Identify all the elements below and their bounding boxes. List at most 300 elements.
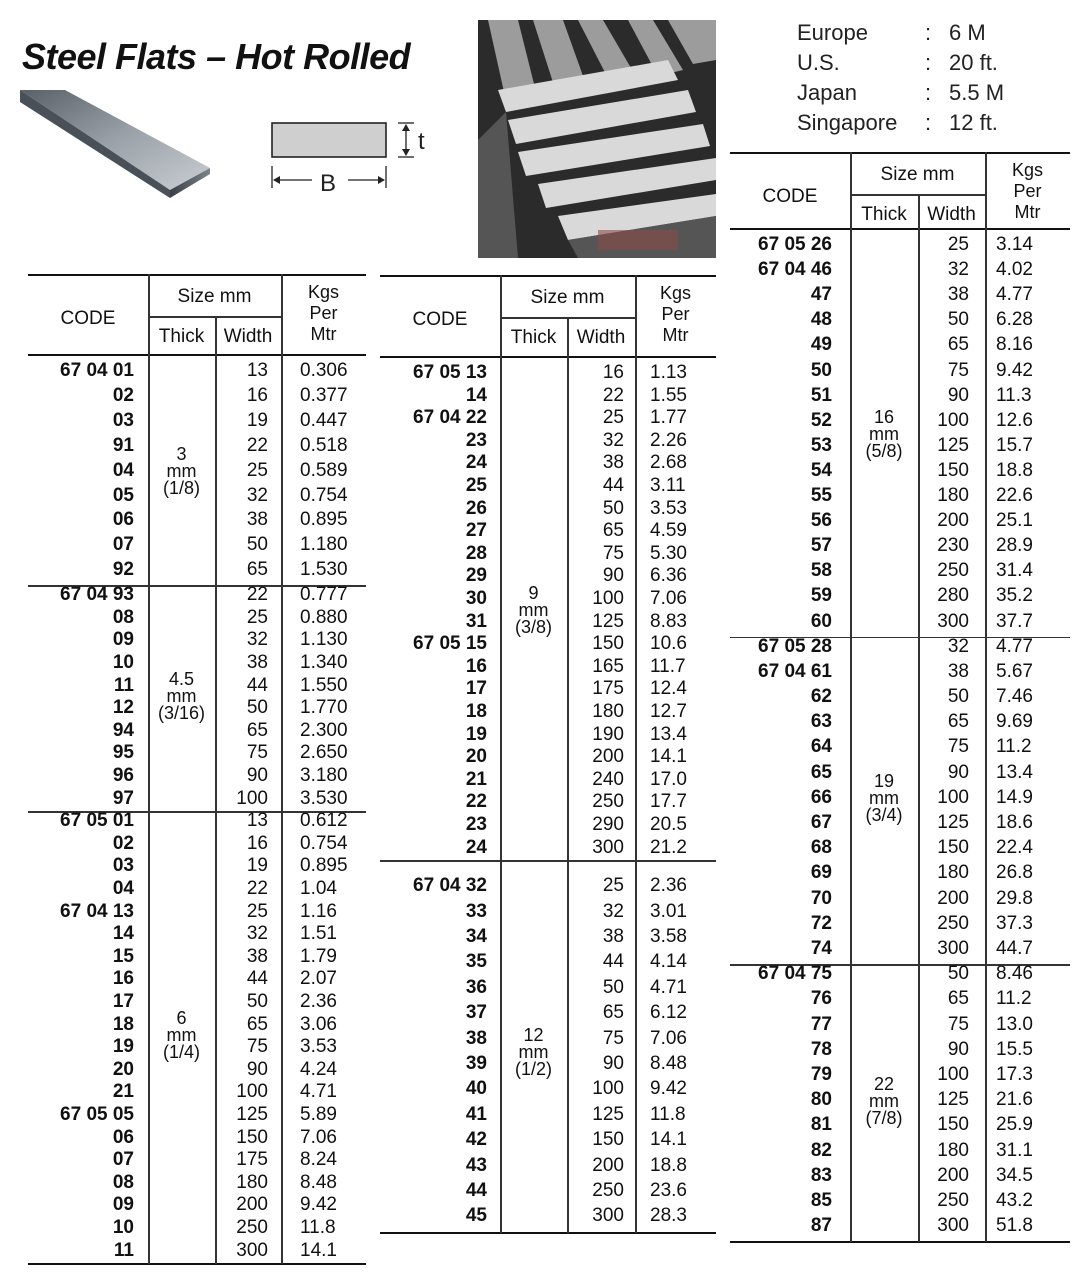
code-cell: 19 (112, 1036, 134, 1058)
code-cell: 95 (112, 742, 134, 764)
kgs-cell: 14.1 (650, 746, 687, 768)
thickness-value: 9 (528, 582, 539, 603)
size-header: Size mm (530, 287, 605, 308)
kgs-cell: 21.6 (996, 1089, 1033, 1111)
code-cell: 33 (465, 900, 487, 922)
code-cell: 63 (810, 711, 832, 733)
code-cell: 05 (112, 484, 134, 506)
kgs-cell: 17.3 (996, 1064, 1033, 1085)
thickness-unit: mm (518, 599, 549, 620)
code-cell: 18 (465, 701, 487, 722)
width-cell: 190 (592, 723, 624, 745)
kgs-cell: 11.2 (996, 988, 1032, 1010)
separator: : (925, 80, 932, 105)
kgs-header-line3: Mtr (662, 325, 689, 345)
thickness-inches: (7/8) (865, 1107, 903, 1128)
thickness-value: 19 (873, 771, 895, 792)
kgs-cell: 3.14 (996, 234, 1033, 255)
width-cell: 44 (246, 968, 268, 990)
width-cell: 180 (236, 1171, 268, 1193)
width-cell: 100 (937, 1064, 969, 1085)
width-cell: 150 (937, 837, 969, 859)
thickness-value: 3 (176, 444, 187, 465)
kgs-cell: 18.8 (996, 459, 1033, 481)
width-cell: 38 (602, 926, 624, 947)
kgs-cell: 15.5 (996, 1038, 1033, 1060)
thickness-inches: (3/4) (865, 805, 903, 826)
thickness-value: 6 (176, 1008, 187, 1029)
width-cell: 44 (246, 674, 268, 696)
width-cell: 180 (592, 701, 624, 722)
kgs-cell: 11.2 (996, 736, 1032, 758)
width-cell: 90 (246, 764, 268, 786)
code-cell: 34 (465, 926, 487, 947)
kgs-cell: 11.8 (650, 1103, 686, 1125)
code-cell: 67 05 28 (758, 635, 832, 657)
code-cell: 03 (112, 855, 134, 877)
thickness-group-label (500, 1027, 567, 1078)
width-cell: 200 (937, 887, 969, 909)
kgs-cell: 31.4 (996, 560, 1033, 582)
code-cell: 04 (112, 877, 134, 899)
width-cell: 100 (236, 1081, 268, 1103)
kgs-cell: 13.0 (996, 1013, 1033, 1035)
code-cell: 20 (112, 1058, 134, 1080)
width-cell: 90 (246, 1058, 268, 1080)
kgs-cell: 7.06 (300, 1126, 337, 1148)
width-cell: 175 (592, 678, 624, 700)
thickness-unit: mm (166, 461, 197, 482)
width-cell: 50 (947, 963, 969, 985)
kgs-cell: 0.895 (300, 509, 348, 531)
code-cell: 54 (810, 459, 832, 481)
kgs-cell: 8.24 (300, 1149, 337, 1171)
code-cell: 67 05 01 (60, 810, 134, 832)
width-cell: 65 (246, 1013, 268, 1035)
size-header: Size mm (880, 164, 955, 185)
code-cell: 19 (465, 723, 487, 745)
width-cell: 32 (947, 635, 969, 657)
code-cell: 24 (465, 452, 487, 474)
code-cell: 57 (810, 535, 832, 557)
kgs-per-mtr-header (635, 283, 716, 346)
code-cell: 21 (112, 1081, 134, 1103)
kgs-cell: 37.7 (996, 610, 1033, 632)
kgs-header-line2: Per (661, 304, 690, 324)
width-cell: 65 (246, 559, 268, 581)
length-row (797, 78, 1004, 108)
code-cell: 30 (465, 588, 487, 609)
width-cell: 250 (592, 1180, 624, 1201)
width-cell: 65 (602, 1002, 624, 1024)
kgs-cell: 5.67 (996, 660, 1033, 682)
code-cell: 36 (465, 976, 487, 998)
width-cell: 50 (602, 497, 624, 519)
kgs-cell: 0.447 (300, 409, 348, 431)
kgs-cell: 13.4 (650, 723, 687, 745)
code-cell: 29 (465, 565, 487, 587)
width-cell: 230 (937, 535, 969, 557)
length-row (797, 48, 1004, 78)
kgs-cell: 3.11 (650, 475, 686, 496)
code-cell: 82 (810, 1139, 832, 1161)
code-cell: 78 (810, 1038, 832, 1060)
kgs-cell: 1.16 (300, 900, 337, 922)
code-cell: 23 (465, 814, 487, 835)
width-cell: 100 (592, 588, 624, 609)
kgs-per-mtr-header (985, 160, 1070, 223)
code-cell: 23 (465, 429, 487, 451)
code-cell: 68 (810, 837, 832, 859)
kgs-cell: 1.340 (300, 651, 348, 673)
kgs-cell: 7.46 (996, 686, 1033, 707)
width-cell: 180 (937, 485, 969, 506)
width-cell: 25 (246, 606, 268, 628)
kgs-cell: 9.42 (300, 1194, 337, 1216)
kgs-cell: 2.36 (300, 990, 337, 1012)
kgs-cell: 20.5 (650, 814, 687, 835)
kgs-header-line2: Per (1013, 181, 1042, 201)
width-cell: 250 (236, 1216, 268, 1238)
thick-header: Thick (861, 204, 907, 225)
code-cell: 08 (112, 1171, 134, 1193)
thickness-value: 12 (523, 1025, 544, 1045)
width-cell: 250 (937, 1190, 969, 1211)
code-cell: 59 (810, 585, 832, 607)
code-cell: 66 (810, 786, 832, 808)
code-cell: 11 (113, 674, 134, 696)
kgs-cell: 0.306 (300, 360, 348, 381)
code-cell: 18 (112, 1013, 134, 1035)
kgs-cell: 28.3 (650, 1205, 687, 1227)
width-cell: 125 (592, 610, 624, 632)
kgs-cell: 1.55 (650, 384, 687, 406)
kgs-cell: 1.130 (300, 629, 348, 651)
kgs-cell: 3.180 (300, 764, 348, 786)
width-cell: 75 (947, 736, 969, 758)
code-cell: 43 (465, 1154, 487, 1176)
width-cell: 250 (937, 912, 969, 934)
width-cell: 180 (937, 1139, 969, 1161)
width-cell: 50 (246, 697, 268, 719)
width-cell: 19 (246, 409, 268, 431)
width-cell: 175 (236, 1149, 268, 1171)
separator: : (925, 50, 932, 75)
kgs-cell: 4.71 (300, 1081, 337, 1103)
code-cell: 14 (112, 923, 134, 945)
code-cell: 67 04 32 (413, 875, 487, 897)
width-cell: 250 (592, 791, 624, 813)
code-cell: 06 (112, 1126, 134, 1148)
kgs-cell: 8.46 (996, 963, 1033, 985)
width-cell: 150 (592, 1129, 624, 1151)
thickness-inches: (1/4) (162, 1042, 200, 1063)
kgs-cell: 2.26 (650, 429, 687, 451)
width-cell: 22 (246, 877, 268, 899)
length-value: 12 ft. (949, 110, 998, 135)
kgs-cell: 31.1 (996, 1139, 1033, 1161)
width-cell: 22 (246, 584, 268, 606)
width-cell: 32 (602, 429, 624, 451)
country-name: Singapore (797, 110, 898, 135)
country-name: U.S. (797, 50, 840, 75)
width-cell: 150 (236, 1126, 268, 1148)
code-cell: 50 (810, 359, 832, 381)
code-cell: 55 (810, 485, 832, 506)
kgs-header-line3: Mtr (1014, 202, 1041, 222)
code-cell: 17 (112, 990, 134, 1012)
code-cell: 70 (810, 887, 832, 909)
code-header: CODE (60, 308, 116, 329)
width-cell: 38 (246, 651, 268, 673)
thickness-unit: mm (869, 1090, 899, 1111)
width-cell: 25 (602, 875, 624, 897)
code-cell: 15 (112, 945, 134, 967)
width-cell: 38 (947, 660, 969, 682)
width-cell: 22 (602, 384, 624, 406)
code-cell: 38 (465, 1027, 487, 1049)
code-cell: 06 (112, 509, 134, 531)
width-cell: 90 (602, 1053, 624, 1074)
kgs-cell: 1.77 (650, 407, 687, 429)
code-cell: 67 05 26 (758, 234, 832, 255)
code-cell: 67 04 46 (758, 259, 832, 281)
thickness-inches: (5/8) (865, 440, 903, 461)
code-cell: 67 04 22 (413, 407, 487, 429)
code-cell: 83 (810, 1164, 832, 1186)
thickness-label: t (418, 128, 425, 155)
code-cell: 60 (810, 610, 832, 632)
width-cell: 38 (602, 452, 624, 474)
code-cell: 14 (465, 384, 487, 406)
width-cell: 65 (947, 711, 969, 733)
width-cell: 25 (246, 900, 268, 922)
steel-flat-bar-illustration (20, 88, 210, 208)
code-cell: 11 (113, 1239, 134, 1261)
width-cell: 200 (592, 1154, 624, 1176)
width-cell: 44 (602, 951, 624, 973)
kgs-cell: 4.24 (300, 1058, 337, 1080)
kgs-cell: 8.16 (996, 334, 1033, 356)
width-cell: 100 (592, 1078, 624, 1100)
kgs-header-line1: Kgs (307, 282, 340, 302)
width-label: B (320, 170, 337, 197)
width-cell: 165 (592, 655, 624, 677)
code-cell: 35 (465, 951, 487, 973)
kgs-cell: 3.01 (650, 900, 687, 922)
width-cell: 90 (947, 384, 969, 406)
code-cell: 53 (810, 434, 832, 456)
kgs-cell: 13.4 (996, 761, 1033, 783)
width-cell: 50 (947, 309, 969, 331)
width-cell: 200 (236, 1194, 268, 1216)
kgs-cell: 9.42 (996, 359, 1033, 381)
code-cell: 31 (465, 610, 487, 632)
code-cell: 64 (810, 736, 832, 758)
code-cell: 67 05 05 (60, 1103, 134, 1125)
kgs-header-line2: Per (309, 303, 338, 323)
width-cell: 125 (937, 812, 969, 833)
code-cell: 22 (465, 791, 487, 813)
code-cell: 03 (112, 409, 134, 431)
thickness-unit: mm (869, 788, 899, 809)
kgs-cell: 3.06 (300, 1013, 337, 1035)
length-value: 20 ft. (949, 50, 998, 75)
kgs-cell: 14.9 (996, 786, 1033, 808)
code-cell: 67 04 01 (60, 360, 134, 381)
kgs-cell: 17.0 (650, 768, 687, 790)
country-name: Japan (797, 80, 857, 105)
code-cell: 69 (810, 862, 832, 884)
code-cell: 67 (810, 812, 832, 833)
thickness-group-label (148, 446, 215, 497)
kgs-cell: 1.530 (300, 559, 348, 581)
kgs-cell: 4.77 (996, 635, 1033, 657)
code-cell: 92 (112, 559, 134, 581)
width-cell: 50 (246, 534, 268, 556)
page-title: Steel Flats – Hot Rolled (22, 36, 411, 77)
width-cell: 13 (246, 360, 268, 381)
width-cell: 38 (246, 945, 268, 967)
thickness-value: 16 (873, 406, 895, 427)
kgs-cell: 23.6 (650, 1180, 687, 1201)
code-cell: 77 (810, 1013, 832, 1035)
thick-header: Thick (158, 326, 205, 347)
width-cell: 25 (602, 407, 624, 429)
width-cell: 65 (947, 988, 969, 1010)
thickness-unit: mm (518, 1042, 549, 1062)
kgs-cell: 4.14 (650, 951, 687, 973)
kgs-cell: 8.48 (650, 1053, 687, 1074)
kgs-cell: 7.06 (650, 588, 687, 609)
width-cell: 75 (246, 1036, 268, 1058)
kgs-cell: 2.68 (650, 452, 687, 474)
kgs-cell: 0.518 (300, 434, 348, 456)
kgs-cell: 6.36 (650, 565, 687, 587)
thickness-group-label (850, 1073, 918, 1128)
code-cell: 02 (112, 384, 134, 406)
width-cell: 25 (246, 459, 268, 481)
kgs-cell: 18.8 (650, 1154, 687, 1176)
code-cell: 87 (810, 1215, 832, 1237)
code-cell: 42 (465, 1129, 487, 1151)
width-header: Width (576, 327, 626, 348)
kgs-cell: 37.3 (996, 912, 1033, 934)
code-cell: 67 04 13 (60, 900, 134, 922)
kgs-cell: 34.5 (996, 1164, 1033, 1186)
kgs-cell: 7.06 (650, 1027, 687, 1049)
width-cell: 300 (937, 938, 969, 959)
width-header: Width (223, 326, 273, 347)
width-cell: 19 (246, 855, 268, 877)
width-cell: 90 (947, 761, 969, 783)
length-value: 5.5 M (949, 80, 1005, 105)
kgs-cell: 10.6 (650, 633, 687, 655)
code-cell: 67 05 15 (413, 633, 487, 655)
width-cell: 100 (937, 409, 969, 431)
code-cell: 97 (112, 787, 134, 809)
code-cell: 67 04 75 (758, 963, 832, 985)
width-cell: 32 (246, 923, 268, 945)
kgs-cell: 1.13 (650, 362, 687, 383)
code-cell: 09 (112, 629, 134, 651)
width-cell: 300 (236, 1239, 268, 1261)
thickness-group-label (850, 406, 918, 461)
width-cell: 125 (937, 434, 969, 456)
size-header: Size mm (177, 286, 252, 307)
width-cell: 300 (937, 610, 969, 632)
kgs-cell: 12.4 (650, 678, 687, 700)
kgs-cell: 0.895 (300, 855, 348, 877)
width-cell: 100 (937, 786, 969, 808)
kgs-cell: 0.880 (300, 606, 348, 628)
kgs-cell: 8.83 (650, 610, 687, 632)
width-cell: 200 (937, 1164, 969, 1186)
code-cell: 04 (112, 459, 134, 481)
kgs-cell: 0.754 (300, 832, 348, 854)
kgs-cell: 8.48 (300, 1171, 337, 1193)
thickness-value: 22 (873, 1073, 895, 1094)
width-cell: 22 (246, 434, 268, 456)
length-row (797, 18, 1004, 48)
code-cell: 51 (810, 384, 832, 406)
kgs-header-line1: Kgs (1011, 160, 1044, 180)
kgs-cell: 17.7 (650, 791, 687, 813)
kgs-cell: 0.377 (300, 384, 348, 406)
code-cell: 48 (810, 309, 832, 331)
width-cell: 65 (602, 520, 624, 542)
country-name: Europe (797, 20, 868, 45)
kgs-cell: 4.71 (650, 976, 687, 998)
kgs-cell: 11.3 (996, 384, 1032, 406)
thickness-inches: (1/8) (162, 478, 200, 499)
width-cell: 32 (947, 259, 969, 281)
kgs-cell: 0.612 (300, 810, 348, 832)
width-cell: 150 (592, 633, 624, 655)
code-cell: 07 (112, 1149, 134, 1171)
thickness-group-label (500, 582, 567, 637)
code-cell: 91 (112, 434, 134, 456)
width-cell: 65 (246, 719, 268, 741)
width-cell: 240 (592, 768, 624, 790)
code-cell: 21 (465, 768, 487, 790)
code-cell: 74 (810, 938, 832, 959)
kgs-cell: 4.02 (996, 259, 1033, 281)
kgs-cell: 2.300 (300, 719, 348, 741)
thickness-inches: (3/8) (514, 616, 552, 637)
code-cell: 40 (465, 1078, 487, 1100)
kgs-cell: 1.550 (300, 674, 348, 696)
width-cell: 90 (602, 565, 624, 587)
kgs-cell: 35.2 (996, 585, 1033, 607)
kgs-cell: 2.07 (300, 968, 337, 990)
code-cell: 16 (112, 968, 134, 990)
code-cell: 02 (112, 832, 134, 854)
kgs-cell: 3.53 (300, 1036, 337, 1058)
kgs-cell: 1.51 (300, 923, 337, 945)
kgs-cell: 0.777 (300, 584, 348, 606)
cross-section-diagram (268, 112, 440, 202)
width-cell: 180 (937, 862, 969, 884)
kgs-cell: 1.79 (300, 945, 337, 967)
kgs-cell: 6.28 (996, 309, 1033, 331)
code-cell: 67 04 93 (60, 584, 134, 606)
width-cell: 32 (602, 900, 624, 922)
code-cell: 44 (465, 1180, 487, 1201)
kgs-cell: 11.8 (300, 1216, 336, 1238)
code-header: CODE (412, 309, 468, 330)
width-cell: 50 (246, 990, 268, 1012)
